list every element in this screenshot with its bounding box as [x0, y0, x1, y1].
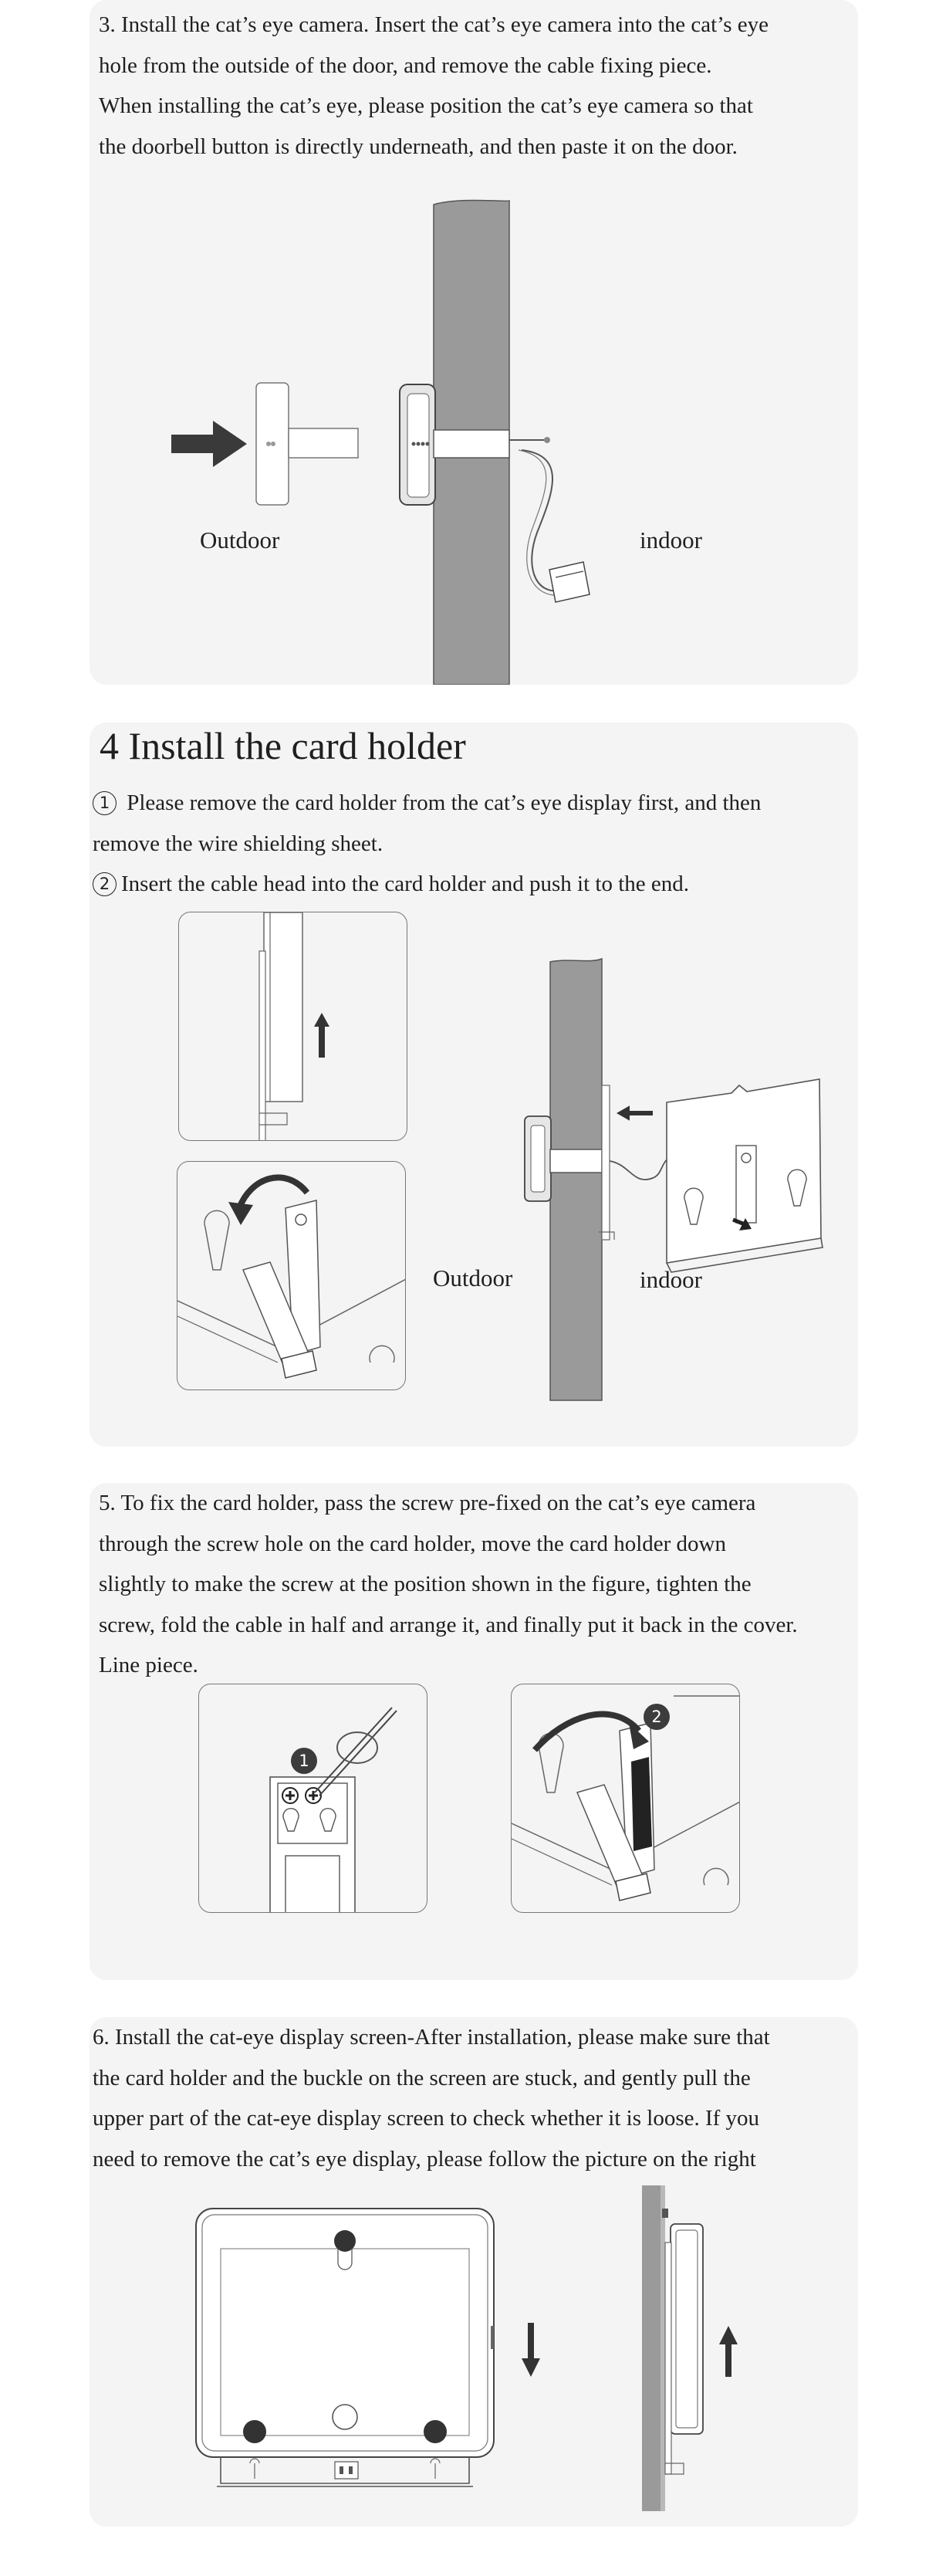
step3-indoor-label: indoor: [640, 526, 702, 553]
step4-card: [90, 723, 858, 1447]
door-edge: [642, 2185, 661, 2511]
step4-title-number: 4: [100, 724, 119, 767]
step3-line-2: hole from the outside of the door, and remove the cable fixing piece.: [99, 52, 712, 78]
door-panel: [550, 959, 602, 1400]
up-arrow-icon: [719, 2326, 738, 2377]
step6-line-1: 6. Install the cat-eye display screen-After installation, please make sure that: [93, 2025, 770, 2050]
step5-line-3: slightly to make the screw at the position shown in the figure, tighten the: [99, 1572, 752, 1596]
step6-display-diagram: [90, 2017, 858, 2527]
step3-card: [90, 0, 858, 685]
step6-line-2: the card holder and the buckle on the screen are stuck, and gently pull the: [93, 2065, 751, 2090]
step4-mounting-diagram: [90, 723, 858, 1447]
step4-item1-line2: remove the wire shielding sheet.: [93, 831, 383, 856]
step3-line-3: When installing the cat’s eye, please position the cat’s eye camera so that: [99, 93, 753, 118]
step5-line-2: through the screw hole on the card holder, move the card holder down: [99, 1531, 726, 1556]
step5-badge-2: 2: [644, 1704, 670, 1730]
step4-outdoor-label: Outdoor: [433, 1264, 513, 1291]
down-arrow-icon: [522, 2323, 540, 2377]
step4-item1-text: Please remove the card holder from the cat’s eye display first, and then: [121, 790, 762, 815]
step6-card: [90, 2017, 858, 2527]
push-arrow-icon: [171, 421, 247, 467]
step5-line-4: screw, fold the cable in half and arrange it, and finally put it back in the cover.: [99, 1612, 798, 1637]
step5-card: [90, 1483, 858, 1980]
step3-installation-diagram: [90, 0, 858, 685]
left-arrow-icon: [618, 1107, 652, 1119]
step5-panel-tighten-screw: [198, 1684, 427, 1913]
step4-item1-marker: 1: [93, 791, 117, 815]
cable-connector: [549, 562, 590, 602]
step5-line-5: Line piece.: [99, 1653, 198, 1677]
step4-item2-text: Insert the cable head into the card holder and push it to the end.: [121, 872, 690, 896]
step5-badge-1: 1: [291, 1748, 317, 1774]
step5-line-1: 5. To fix the card holder, pass the screw pre-fixed on the cat’s eye camera: [99, 1491, 756, 1515]
step5-instructions: [99, 1483, 798, 1686]
step4-item2-marker: 2: [93, 872, 117, 896]
step3-outdoor-label: Outdoor: [200, 526, 280, 553]
step4-title-text: Install the card holder: [128, 724, 466, 767]
step4-indoor-label: indoor: [640, 1266, 702, 1293]
step3-line-1: 3. Install the cat’s eye camera. Insert the cat’s eye camera into the cat’s eye: [99, 12, 769, 37]
step3-line-4: the doorbell button is directly underneath, and then paste it on the door.: [99, 134, 738, 159]
step6-line-4: need to remove the cat’s eye display, please follow the picture on the right: [93, 2146, 756, 2171]
step6-line-3: upper part of the cat-eye display screen to check whether it is loose. If you: [93, 2106, 760, 2131]
step5-panel-fold-cable: [511, 1684, 740, 1913]
